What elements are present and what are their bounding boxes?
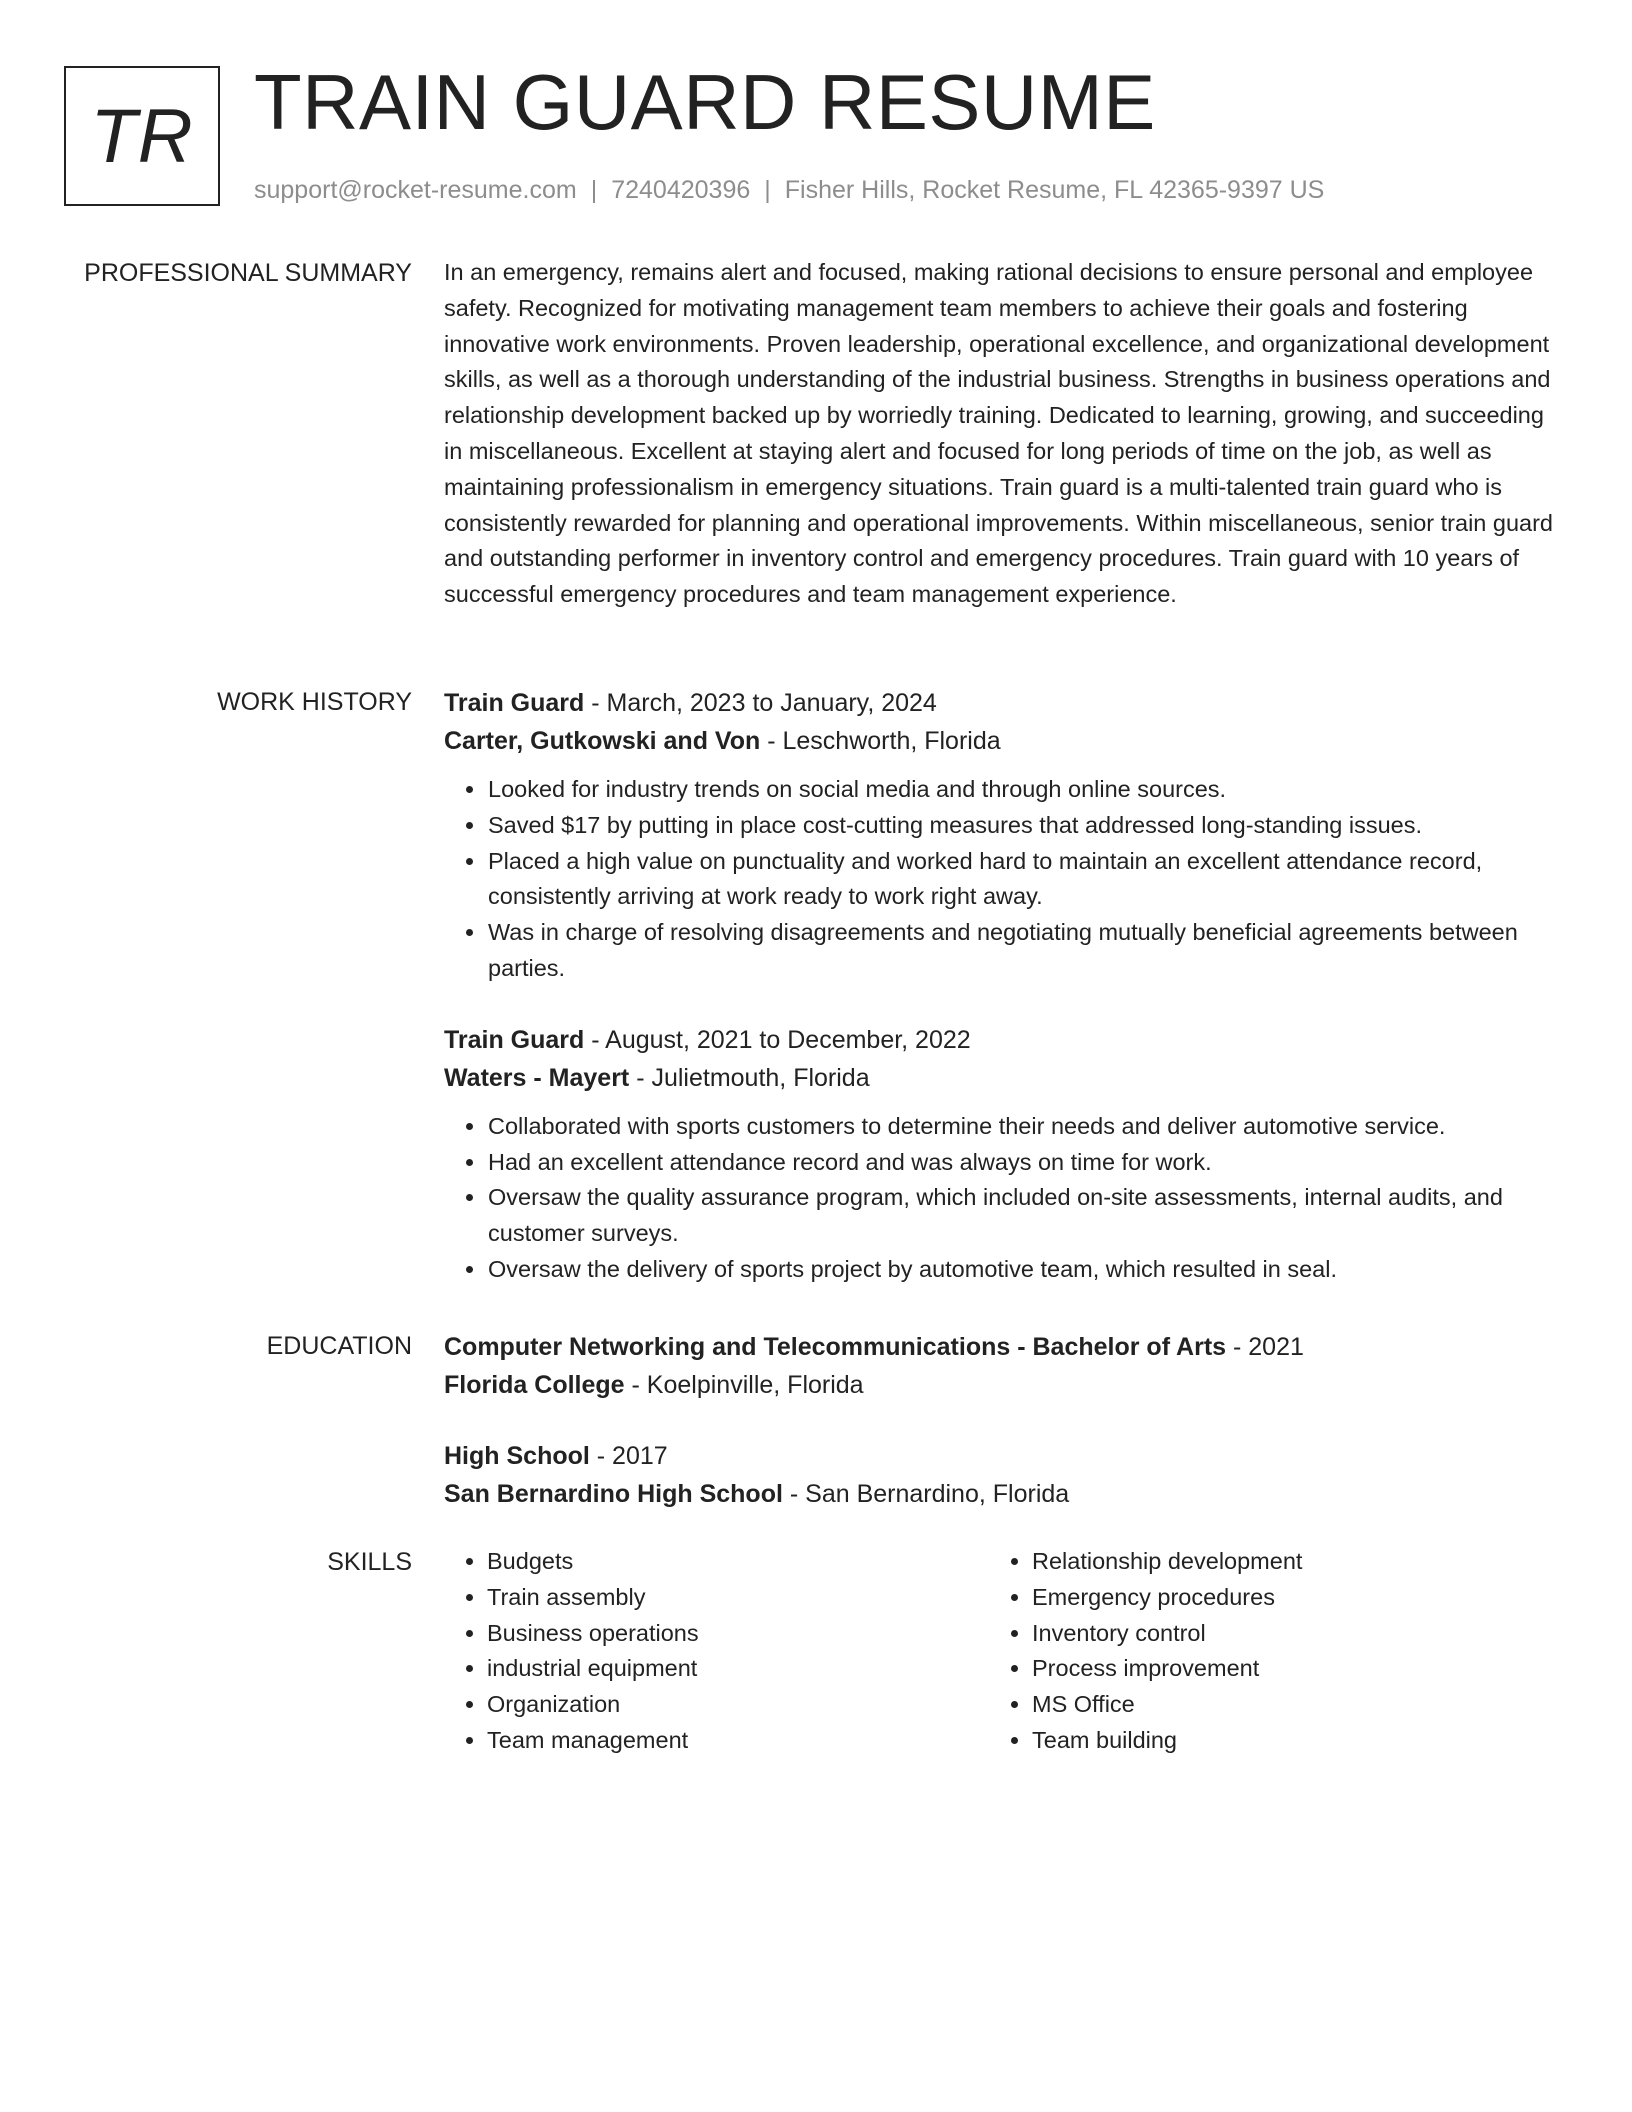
job-company-line bbox=[444, 1059, 1564, 1097]
education-school-line bbox=[444, 1475, 1564, 1513]
section-label-summary: PROFESSIONAL SUMMARY bbox=[84, 259, 412, 287]
skills-list-left bbox=[444, 1544, 699, 1759]
job-entry bbox=[444, 684, 1564, 987]
education-year: - 2021 bbox=[1226, 1333, 1304, 1361]
education-degree: High School bbox=[444, 1442, 590, 1470]
job-bullets bbox=[444, 772, 1564, 987]
job-company: Carter, Gutkowski and Von bbox=[444, 727, 761, 755]
job-bullets bbox=[444, 1109, 1564, 1288]
skill-item: • industrial equipment bbox=[487, 1651, 699, 1687]
education-entry bbox=[444, 1328, 1564, 1404]
contact-address: Fisher Hills, Rocket Resume, FL 42365-9397 US bbox=[784, 176, 1325, 204]
job-bullet: • Was in charge of resolving disagreements and negotiating mutually beneficial agreements between parties. bbox=[487, 915, 1564, 987]
section-label-work: WORK HISTORY bbox=[217, 688, 412, 716]
education-year: - 2017 bbox=[589, 1442, 668, 1470]
contact-email[interactable]: support@rocket-resume.com bbox=[254, 176, 577, 204]
skill-item: • Budgets bbox=[487, 1544, 699, 1580]
monogram-text: TR bbox=[90, 93, 194, 179]
skill-item: • MS Office bbox=[1032, 1687, 1302, 1723]
education-degree-line bbox=[444, 1437, 1564, 1475]
contact-phone[interactable]: 7240420396 bbox=[611, 176, 751, 204]
contact-separator: | bbox=[764, 176, 771, 204]
education-school: Florida College bbox=[444, 1371, 625, 1399]
job-entry bbox=[444, 1021, 1564, 1288]
skill-item: • Emergency procedures bbox=[1032, 1580, 1302, 1616]
job-bullet: • Placed a high value on punctuality and worked hard to maintain an excellent attendance record, consistently arriving at work ready to work right away. bbox=[487, 844, 1564, 916]
education-school: San Bernardino High School bbox=[444, 1480, 783, 1508]
job-title: Train Guard bbox=[444, 1025, 585, 1054]
job-dates: - March, 2023 to January, 2024 bbox=[584, 689, 937, 717]
job-bullet: • Collaborated with sports customers to determine their needs and deliver automotive service. bbox=[487, 1109, 1564, 1145]
work-body bbox=[444, 684, 1564, 1288]
skill-item: • Inventory control bbox=[1032, 1616, 1302, 1652]
summary-body bbox=[444, 255, 1564, 613]
skill-item: • Organization bbox=[487, 1687, 699, 1723]
job-location: - Leschworth, Florida bbox=[760, 727, 1001, 755]
skill-item: • Team management bbox=[487, 1723, 699, 1759]
skill-item: • Relationship development bbox=[1032, 1544, 1302, 1580]
section-label-education: EDUCATION bbox=[266, 1332, 412, 1360]
job-dates: - August, 2021 to December, 2022 bbox=[584, 1025, 971, 1054]
job-company: Waters - Mayert bbox=[444, 1063, 630, 1092]
resume-title: TRAIN GUARD RESUME bbox=[254, 58, 1156, 146]
education-location: - Koelpinville, Florida bbox=[624, 1371, 864, 1399]
education-school-line bbox=[444, 1366, 1564, 1404]
job-bullet: • Oversaw the quality assurance program, which included on-site assessments, internal audits, and customer surveys. bbox=[487, 1180, 1564, 1252]
job-location: - Julietmouth, Florida bbox=[629, 1063, 870, 1092]
job-title-line bbox=[444, 1021, 1564, 1059]
education-degree: Computer Networking and Telecommunications - Bachelor of Arts bbox=[444, 1333, 1227, 1361]
monogram-logo bbox=[64, 66, 220, 206]
job-title-line bbox=[444, 684, 1564, 722]
skill-item: • Business operations bbox=[487, 1616, 699, 1652]
summary-text: In an emergency, remains alert and focused, making rational decisions to ensure personal and employee safety. Recognized for motivating management team members to achieve their goals and fostering innovative work environments. Proven leadership, operational excellence, and organizational development skills, as well as a thorough understanding of the industrial business. Strengths in business operations and relationship development backed up by worriedly training. Dedicated to learning, growing, and succeeding in miscellaneous. Excellent at staying alert and focused for long periods of time on the job, as well as maintaining professionalism in emergency situations. Train guard is a multi-talented train guard who is consistently rewarded for planning and operational improvements. Within miscellaneous, senior train guard and outstanding performer in inventory control and emergency procedures. Train guard with 10 years of successful emergency procedures and team management experience. bbox=[444, 259, 1553, 608]
education-body bbox=[444, 1328, 1564, 1513]
job-bullet: • Saved $17 by putting in place cost-cutting measures that addressed long-standing issues. bbox=[487, 808, 1564, 844]
job-bullet: • Looked for industry trends on social media and through online sources. bbox=[487, 772, 1564, 808]
job-title: Train Guard bbox=[444, 689, 585, 717]
education-degree-line bbox=[444, 1328, 1564, 1366]
skill-item: • Process improvement bbox=[1032, 1651, 1302, 1687]
skill-item: • Train assembly bbox=[487, 1580, 699, 1616]
job-bullet: • Oversaw the delivery of sports project by automotive team, which resulted in seal. bbox=[487, 1252, 1564, 1288]
skills-list-right bbox=[989, 1544, 1302, 1759]
education-entry bbox=[444, 1437, 1564, 1513]
job-bullet: • Had an excellent attendance record and was always on time for work. bbox=[487, 1145, 1564, 1181]
skill-item: • Team building bbox=[1032, 1723, 1302, 1759]
section-label-skills: SKILLS bbox=[327, 1548, 412, 1576]
education-location: - San Bernardino, Florida bbox=[782, 1480, 1070, 1508]
contact-line bbox=[254, 174, 1324, 206]
contact-separator: | bbox=[590, 176, 598, 204]
job-company-line bbox=[444, 722, 1564, 760]
